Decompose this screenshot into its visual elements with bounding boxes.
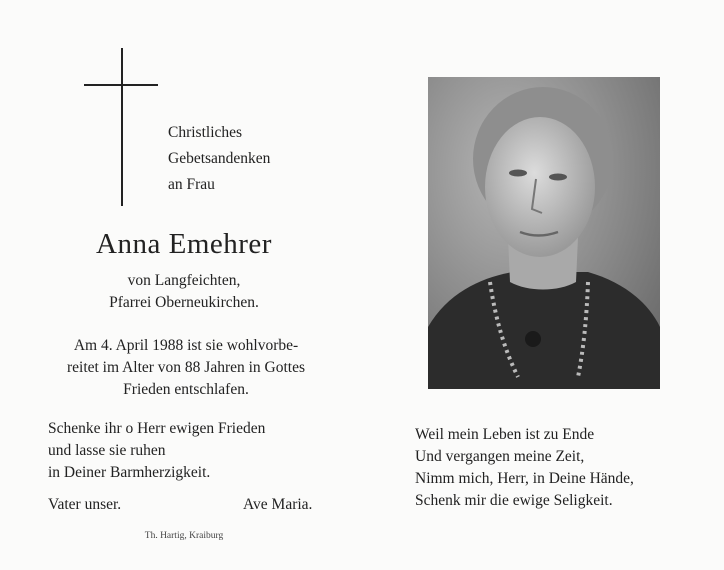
death-text <box>0 335 372 401</box>
origin-line: von Langfeichten, <box>127 272 241 289</box>
intro-line: Gebetsandenken <box>168 150 271 167</box>
intro-line: Christliches <box>168 124 243 141</box>
verse-line: Schenk mir die ewige Seligkeit. <box>415 492 613 509</box>
portrait-icon <box>428 77 660 389</box>
vater-unser-text: Vater unser. <box>48 496 122 513</box>
death-line: Am 4. April 1988 ist sie wohlvorbe- <box>73 337 299 354</box>
intro-text <box>168 120 270 198</box>
prayer-line: Schenke ihr o Herr ewigen Frieden <box>48 420 266 437</box>
prayer-text <box>48 418 265 484</box>
death-line: Frieden entschlafen. <box>123 381 249 398</box>
prayer-line: in Deiner Barmherzigkeit. <box>48 464 211 481</box>
verse-text <box>415 424 634 512</box>
intro-line: an Frau <box>168 176 215 193</box>
verse-line: Und vergangen meine Zeit, <box>415 448 585 465</box>
origin-line: Pfarrei Oberneukirchen. <box>109 294 259 311</box>
verse-line: Weil mein Leben ist zu Ende <box>415 426 595 443</box>
verse-line: Nimm mich, Herr, in Deine Hände, <box>415 470 634 487</box>
cross-icon-vertical <box>121 48 123 206</box>
origin-text <box>0 270 368 314</box>
prayer-line: und lasse sie ruhen <box>48 442 166 459</box>
cross-icon-horizontal <box>84 84 158 86</box>
printer-credit: Th. Hartig, Kraiburg <box>144 531 224 541</box>
death-line: reitet im Alter von 88 Jahren in Gottes <box>66 359 306 376</box>
portrait-photo <box>428 77 660 389</box>
deceased-name: Anna Emehrer <box>96 228 272 260</box>
ave-maria-text: Ave Maria. <box>243 496 313 513</box>
